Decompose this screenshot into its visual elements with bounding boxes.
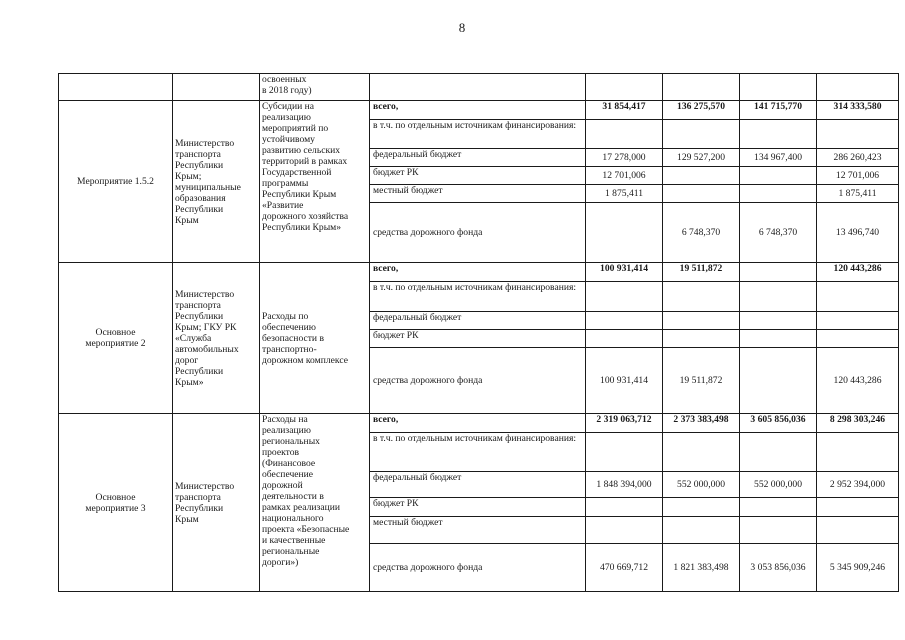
amount-cell: 6 748,370 bbox=[740, 203, 817, 263]
amount-cell bbox=[740, 120, 817, 149]
amount-cell bbox=[740, 433, 817, 472]
amount-cell: 2 952 394,000 bbox=[817, 472, 899, 498]
empty-cell bbox=[586, 74, 663, 101]
description-cell: Расходы на реализацию региональных проектов (Финансовое обеспечение дорожной деятельности в рамках реализации национального проекта «Безопасные и качественные региональные дороги») bbox=[260, 414, 370, 592]
amount-cell bbox=[740, 348, 817, 414]
amount-cell bbox=[586, 312, 663, 330]
amount-cell: 1 875,411 bbox=[817, 185, 899, 203]
amount-cell bbox=[663, 282, 740, 312]
amount-cell: 552 000,000 bbox=[740, 472, 817, 498]
executor-cell: Министерство транспорта Республики Крым; ГКУ РК «Служба автомобильных дорог Республики Крым» bbox=[173, 263, 260, 414]
funding-source-cell: в т.ч. по отдельным источникам финансирования: bbox=[370, 282, 586, 312]
amount-cell bbox=[740, 312, 817, 330]
amount-cell: 3 605 856,036 bbox=[740, 414, 817, 433]
amount-cell bbox=[586, 498, 663, 517]
amount-cell bbox=[817, 282, 899, 312]
empty-cell bbox=[740, 74, 817, 101]
amount-cell bbox=[740, 517, 817, 544]
amount-cell bbox=[586, 203, 663, 263]
amount-cell bbox=[663, 185, 740, 203]
table-row bbox=[59, 414, 899, 433]
amount-cell bbox=[817, 433, 899, 472]
amount-cell: 1 875,411 bbox=[586, 185, 663, 203]
amount-cell bbox=[817, 330, 899, 348]
funding-source-cell: местный бюджет bbox=[370, 517, 586, 544]
amount-cell: 100 931,414 bbox=[586, 263, 663, 282]
amount-cell: 120 443,286 bbox=[817, 348, 899, 414]
amount-cell: 17 278,000 bbox=[586, 149, 663, 167]
amount-cell bbox=[817, 498, 899, 517]
amount-cell: 136 275,570 bbox=[663, 101, 740, 120]
empty-cell bbox=[663, 74, 740, 101]
amount-cell bbox=[663, 120, 740, 149]
amount-cell: 134 967,400 bbox=[740, 149, 817, 167]
funding-source-cell: в т.ч. по отдельным источникам финансирования: bbox=[370, 120, 586, 149]
executor-cell bbox=[173, 74, 260, 101]
amount-cell: 2 373 383,498 bbox=[663, 414, 740, 433]
amount-cell bbox=[740, 282, 817, 312]
funding-source-cell: средства дорожного фонда bbox=[370, 544, 586, 592]
executor-cell: Министерство транспорта Республики Крым; муниципальные образования Республики Крым bbox=[173, 101, 260, 263]
amount-cell bbox=[663, 312, 740, 330]
amount-cell bbox=[586, 120, 663, 149]
amount-cell bbox=[663, 330, 740, 348]
amount-cell: 8 298 303,246 bbox=[817, 414, 899, 433]
amount-cell bbox=[586, 282, 663, 312]
funding-source-cell: всего, bbox=[370, 263, 586, 282]
amount-cell: 5 345 909,246 bbox=[817, 544, 899, 592]
amount-cell bbox=[817, 517, 899, 544]
measure-cell: Мероприятие 1.5.2 bbox=[59, 101, 173, 263]
funding-source-cell: в т.ч. по отдельным источникам финансирования: bbox=[370, 433, 586, 472]
amount-cell bbox=[586, 330, 663, 348]
amount-cell bbox=[586, 433, 663, 472]
amount-cell: 470 669,712 bbox=[586, 544, 663, 592]
empty-cell bbox=[817, 74, 899, 101]
table-row bbox=[59, 101, 899, 120]
funding-source-cell: средства дорожного фонда bbox=[370, 203, 586, 263]
amount-cell: 141 715,770 bbox=[740, 101, 817, 120]
funding-source-cell: федеральный бюджет bbox=[370, 149, 586, 167]
table-row bbox=[59, 263, 899, 282]
amount-cell bbox=[740, 185, 817, 203]
amount-cell bbox=[663, 167, 740, 185]
amount-cell: 12 701,006 bbox=[586, 167, 663, 185]
description-cell: Субсидии на реализацию мероприятий по устойчивому развитию сельских территорий в рамках Государственной программы Республики Крым «Развитие дорожного хозяйства Республики Крым» bbox=[260, 101, 370, 263]
amount-cell bbox=[817, 312, 899, 330]
funding-source-cell: бюджет РК bbox=[370, 167, 586, 185]
amount-cell bbox=[740, 263, 817, 282]
page-number: 8 bbox=[458, 20, 466, 35]
executor-cell: Министерство транспорта Республики Крым bbox=[173, 414, 260, 592]
amount-cell bbox=[740, 498, 817, 517]
funding-source-cell: бюджет РК bbox=[370, 330, 586, 348]
measure-cell bbox=[59, 74, 173, 101]
empty-cell bbox=[370, 74, 586, 101]
description-cell: освоенных в 2018 году) bbox=[260, 74, 370, 101]
funding-source-cell: федеральный бюджет bbox=[370, 312, 586, 330]
funding-source-cell: всего, bbox=[370, 414, 586, 433]
amount-cell: 6 748,370 bbox=[663, 203, 740, 263]
amount-cell: 19 511,872 bbox=[663, 263, 740, 282]
amount-cell bbox=[740, 167, 817, 185]
amount-cell: 12 701,006 bbox=[817, 167, 899, 185]
amount-cell bbox=[586, 517, 663, 544]
amount-cell bbox=[663, 498, 740, 517]
measure-cell: Основное мероприятие 2 bbox=[59, 263, 173, 414]
amount-cell bbox=[663, 433, 740, 472]
table-row bbox=[59, 74, 899, 101]
funding-source-cell: федеральный бюджет bbox=[370, 472, 586, 498]
funding-source-cell: средства дорожного фонда bbox=[370, 348, 586, 414]
measure-cell: Основное мероприятие 3 bbox=[59, 414, 173, 592]
amount-cell bbox=[663, 517, 740, 544]
amount-cell: 286 260,423 bbox=[817, 149, 899, 167]
amount-cell: 314 333,580 bbox=[817, 101, 899, 120]
funding-source-cell: всего, bbox=[370, 101, 586, 120]
amount-cell: 3 053 856,036 bbox=[740, 544, 817, 592]
amount-cell: 120 443,286 bbox=[817, 263, 899, 282]
funding-source-cell: местный бюджет bbox=[370, 185, 586, 203]
amount-cell: 129 527,200 bbox=[663, 149, 740, 167]
amount-cell: 13 496,740 bbox=[817, 203, 899, 263]
amount-cell: 31 854,417 bbox=[586, 101, 663, 120]
amount-cell: 19 511,872 bbox=[663, 348, 740, 414]
amount-cell: 552 000,000 bbox=[663, 472, 740, 498]
funding-source-cell: бюджет РК bbox=[370, 498, 586, 517]
amount-cell bbox=[817, 120, 899, 149]
amount-cell: 1 848 394,000 bbox=[586, 472, 663, 498]
amount-cell: 1 821 383,498 bbox=[663, 544, 740, 592]
amount-cell bbox=[740, 330, 817, 348]
amount-cell: 100 931,414 bbox=[586, 348, 663, 414]
description-cell: Расходы по обеспечению безопасности в транспортно- дорожном комплексе bbox=[260, 263, 370, 414]
amount-cell: 2 319 063,712 bbox=[586, 414, 663, 433]
budget-table bbox=[58, 73, 899, 592]
